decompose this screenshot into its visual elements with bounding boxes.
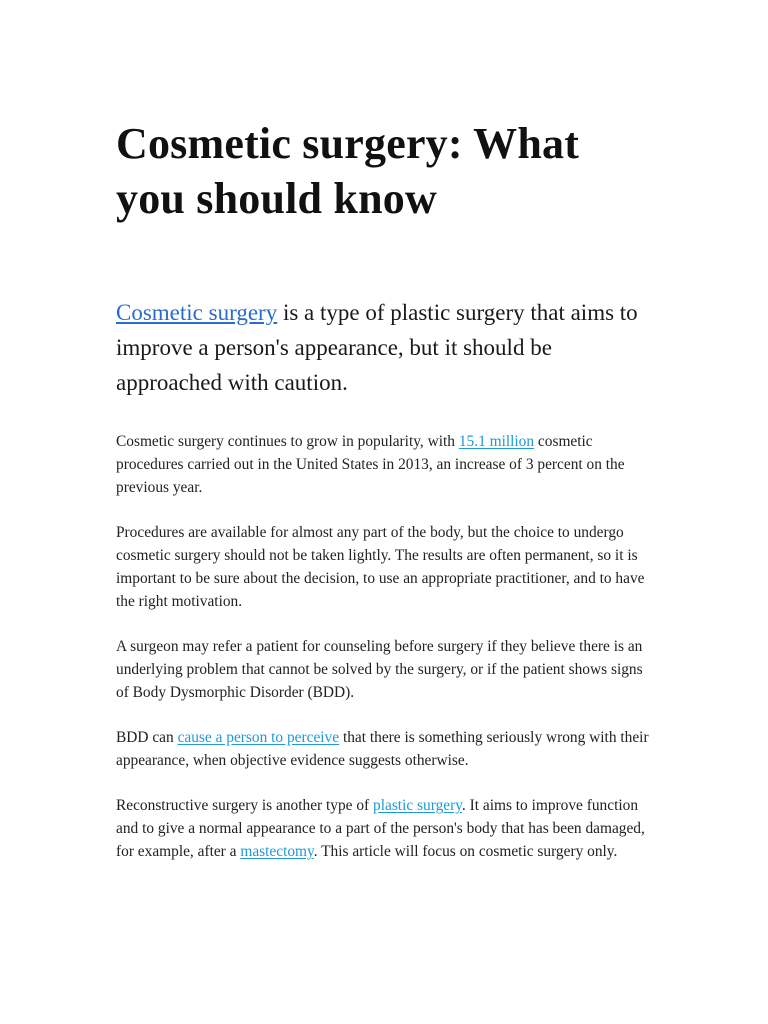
article-title: Cosmetic surgery: What you should know [116, 119, 580, 223]
intro-paragraph [116, 295, 656, 400]
paragraph-bdd [116, 726, 656, 772]
article [116, 116, 656, 863]
paragraph-procedures: Procedures are available for almost any part of the body, but the choice to undergo cosmetic surgery should not be taken lightly. The results are often permanent, so it is important to be sure about the decision, to use an appropriate practitioner, and to have the right motivation. [116, 524, 645, 610]
paragraph-popularity [116, 430, 656, 499]
bdd-perceive-link[interactable]: cause a person to perceive [177, 729, 340, 746]
procedures-count-link[interactable]: 15.1 million [458, 433, 535, 450]
plastic-surgery-link[interactable]: plastic surgery [373, 797, 462, 814]
cosmetic-surgery-link[interactable]: Cosmetic surgery [116, 300, 278, 325]
p4-text-after: that there is something seriously wrong with their appearance, when objective evidence suggests otherwise. [116, 729, 649, 769]
p1-text-before: Cosmetic surgery continues to grow in popularity, with [116, 433, 459, 450]
intro-text: is a type of plastic surgery that aims to improve a person's appearance, but it should be approached with caution. [116, 300, 638, 395]
paragraph-counseling: A surgeon may refer a patient for counseling before surgery if they believe there is an underlying problem that cannot be solved by the surgery, or if the patient shows signs of Body Dysmorphic Disorder (BDD). [116, 638, 643, 701]
p1-text-after: cosmetic procedures carried out in the United States in 2013, an increase of 3 percent on the previous year. [116, 433, 625, 496]
p5-text-middle: . It aims to improve function and to give a normal appearance to a part of the person's body that has been damaged, for example, after a [116, 797, 645, 860]
p5-text-before: Reconstructive surgery is another type of [116, 797, 374, 814]
mastectomy-link[interactable]: mastectomy [240, 843, 314, 860]
paragraph-reconstructive [116, 794, 656, 863]
p4-text-before: BDD can [116, 729, 178, 746]
p5-text-after: . This article will focus on cosmetic surgery only. [313, 843, 618, 860]
